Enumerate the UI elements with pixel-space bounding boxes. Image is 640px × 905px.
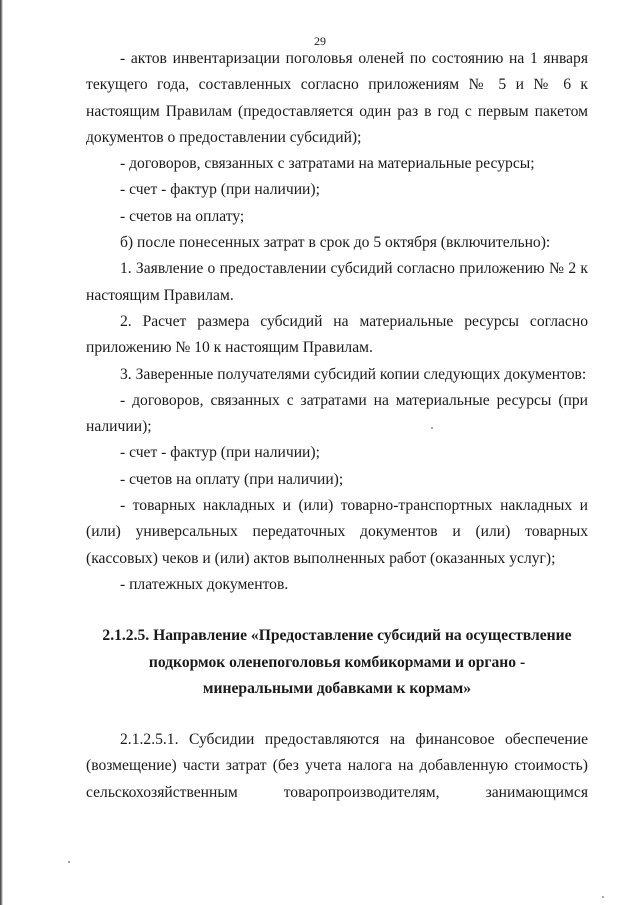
paragraph-contracts-if-any: - договоров, связанных с затратами на материальные ресурсы (при наличии); — [86, 391, 588, 436]
paragraph-payment-documents: - платежных документов. — [120, 575, 289, 593]
paragraph-inventory-acts: - актов инвентаризации поголовья оленей по состоянию на 1 января текущего года, составленных согласно приложениям № 5 и № 6 к настоящим Правилам (предоставляется один раз в год с первым пакетом документов о предоставлении субсидий); — [86, 50, 588, 146]
paragraph-after-costs: б) после понесенных затрат в срок до 5 октября (включительно): — [120, 234, 551, 252]
scan-speck — [431, 427, 433, 429]
paragraph-application: 1. Заявление о предоставлении субсидий согласно приложению № 2 к настоящим Правилам. — [86, 260, 588, 304]
paragraph-payment-bills: - счетов на оплату; — [120, 207, 245, 225]
scan-edge-shadow — [0, 0, 3, 905]
paragraph-invoices-if-any: - счет - фактур (при наличии); — [120, 444, 320, 462]
paragraph-contracts: - договоров, связанных с затратами на материальные ресурсы; — [120, 155, 535, 173]
scan-speck — [602, 896, 604, 898]
paragraph-invoices: - счет - фактур (при наличии); — [120, 181, 320, 199]
document-body — [86, 46, 588, 806]
page-number: 29 — [314, 34, 326, 48]
section-paragraph: 2.1.2.5.1. Субсидии предоставляются на финансовое обеспечение (возмещение) части затрат (без учета налога на добавленную стоимость) сельскохозяйственным товаропроизводителям, занимающимся — [86, 731, 588, 801]
scan-speck — [68, 861, 70, 863]
paragraph-certified-copies: 3. Заверенные получателями субсидий копии следующих документов: — [120, 365, 587, 383]
paragraph-waybills: - товарных накладных и (или) товарно-транспортных накладных и (или) универсальных передаточных документов и (или) товарных (кассовых) чеков и (или) актов выполненных работ (оказанных услуг); — [86, 497, 588, 567]
section-heading: 2.1.2.5. Направление «Предоставление субсидий на осуществление подкормок оленепоголовья комбикормами и органо - минеральными добавками к кормам» — [102, 627, 572, 697]
paragraph-calculation: 2. Расчет размера субсидий на материальные ресурсы согласно приложению № 10 к настоящим Правилам. — [86, 312, 588, 357]
paragraph-payment-bills-if-any: - счетов на оплату (при наличии); — [120, 470, 344, 488]
